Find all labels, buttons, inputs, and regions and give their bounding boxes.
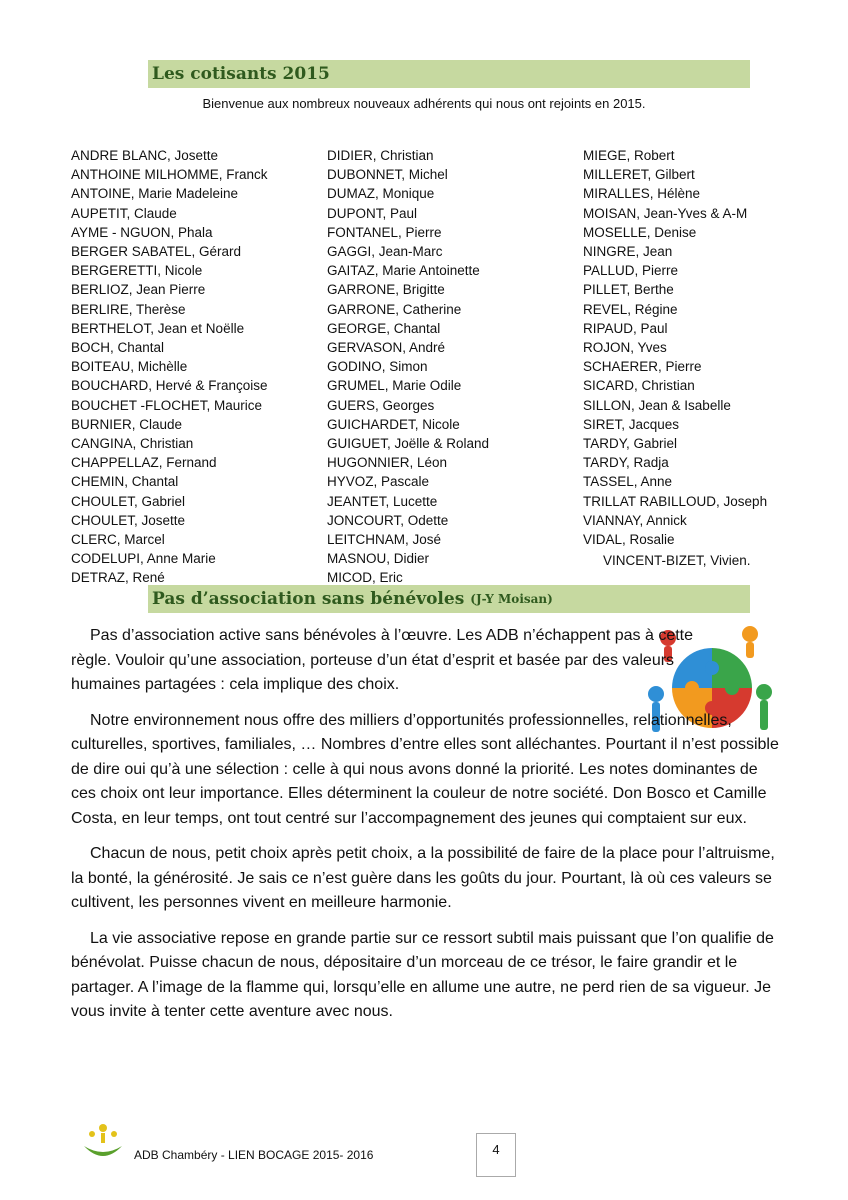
member-name: BURNIER, Claude <box>71 416 183 432</box>
member-name: DUPONT, Paul <box>327 205 418 221</box>
member-name: BOCH, Chantal <box>71 340 165 356</box>
member-name: BOUCHET -FLOCHET, Maurice <box>71 397 263 413</box>
member-name: AYME - NGUON, Phala <box>71 224 213 240</box>
member-name: DETRAZ, René <box>71 570 165 586</box>
member-name: MIRALLES, Hélène <box>583 186 701 202</box>
member-name: FONTANEL, Pierre <box>327 224 442 240</box>
member-name: DIDIER, Christian <box>327 148 434 163</box>
member-name: BERGERETTI, Nicole <box>71 263 203 279</box>
member-name: BOUCHARD, Hervé & Françoise <box>71 378 268 394</box>
member-name: NINGRE, Jean <box>583 244 673 260</box>
member-name: BERGER SABATEL, Gérard <box>71 244 242 260</box>
intro-text: Bienvenue aux nombreux nouveaux adhérents qui nous ont rejoints en 2015. <box>202 96 646 111</box>
member-name: MASNOU, Didier <box>327 551 430 567</box>
article-paragraph: Chacun de nous, petit choix après petit choix, a la possibilité de faire de la place pour l’altruisme, la bonté, la générosité. Je sais ce n’est guère dans les goûts du jour. Pourtant, là où ces valeurs se cultivent, les personnes vivent en meilleure harmonie. <box>71 845 775 911</box>
member-name: VIDAL, Rosalie <box>583 532 675 548</box>
member-name: REVEL, Régine <box>583 301 678 317</box>
member-name: PILLET, Berthe <box>583 282 674 298</box>
member-name: CHOULET, Gabriel <box>71 493 186 509</box>
members-column-3 <box>583 146 767 549</box>
member-name: GRUMEL, Marie Odile <box>327 378 462 394</box>
member-name: CHAPPELLAZ, Fernand <box>71 455 217 471</box>
member-name: BERLIOZ, Jean Pierre <box>71 282 206 298</box>
section-header-cotisants <box>148 60 750 88</box>
member-name: GAGGI, Jean-Marc <box>327 244 443 260</box>
member-name: CHEMIN, Chantal <box>71 474 179 490</box>
member-name: AUPETIT, Claude <box>71 205 177 221</box>
member-name: TARDY, Gabriel <box>583 436 678 452</box>
member-name: MILLERET, Gilbert <box>583 167 695 183</box>
members-column-1 <box>71 146 268 588</box>
member-name: RIPAUD, Paul <box>583 320 668 336</box>
member-name: SIRET, Jacques <box>583 416 680 432</box>
member-name: BERLIRE, Therèse <box>71 301 186 317</box>
member-name: GODINO, Simon <box>327 359 428 375</box>
member-name: GARRONE, Catherine <box>327 301 462 317</box>
section-header-benevoles <box>148 585 750 613</box>
article-paragraph: Notre environnement nous offre des milliers d’opportunités professionnelles, relationnelles, culturelles, sportives, familiales, … Nombres d’entre elles sont alléchantes. Pourtant il n’est possible de dire oui qu’à une sélection : celle à qui nous avons donné la priorité. Les notes dominantes de ces choix ont leur importance. Elles déterminent la couleur de notre société. Don Bosco et Camille Costa, en leur temps, ont tout centré sur l’accompagnement des jeunes qui comptaient sur eux. <box>71 711 779 827</box>
member-name: GEORGE, Chantal <box>327 320 441 336</box>
member-name: CHOULET, Josette <box>71 512 186 528</box>
member-name: BOITEAU, Michèlle <box>71 359 188 375</box>
section-title: Les cotisants 2015 <box>152 64 330 84</box>
member-name: PALLUD, Pierre <box>583 263 679 279</box>
member-name: MICOD, Eric <box>327 570 403 586</box>
adb-logo <box>80 1122 126 1162</box>
member-name: GUICHARDET, Nicole <box>327 416 460 432</box>
member-name: MIEGE, Robert <box>583 148 675 163</box>
member-name: CODELUPI, Anne Marie <box>71 551 216 567</box>
section-author: (J-Y Moisan) <box>470 592 553 606</box>
member-name: CANGINA, Christian <box>71 436 194 452</box>
member-name: GERVASON, André <box>327 340 446 356</box>
article-paragraph: Pas d’association active sans bénévoles à l’œuvre. Les ADB n’échappent pas à cette règle. Vouloir qu’une association, porteuse d’un état d’esprit et basée par des valeurs humaines partagées : cela implique des choix. <box>71 627 694 693</box>
member-name: ANDRE BLANC, Josette <box>71 148 219 163</box>
member-name: HYVOZ, Pascale <box>327 474 430 490</box>
member-name: SILLON, Jean & Isabelle <box>583 397 731 413</box>
member-name: JEANTET, Lucette <box>327 493 438 509</box>
page-number: 4 <box>476 1133 516 1177</box>
member-name: LEITCHNAM, José <box>327 532 442 548</box>
member-name: SICARD, Christian <box>583 378 695 394</box>
member-name: JONCOURT, Odette <box>327 512 449 528</box>
member-name: GUIGUET, Joëlle & Roland <box>327 436 490 452</box>
member-name: MOISAN, Jean-Yves & A-M <box>583 205 748 221</box>
member-name: GARRONE, Brigitte <box>327 282 445 298</box>
article-paragraph: La vie associative repose en grande partie sur ce ressort subtil mais puissant que l’on qualifie de bénévolat. Puisse chacun de nous, dépositaire d’un morceau de ce trésor, le faire grandir et le partager. A l’image de la flamme qui, lorsqu’elle en allume une autre, ne perd rien de sa vigueur. Je vous invite à tenter cette aventure avec nous. <box>71 929 774 1020</box>
article-body <box>71 624 783 1036</box>
member-name: ROJON, Yves <box>583 340 667 356</box>
member-name: TRILLAT RABILLOUD, Joseph <box>583 493 768 509</box>
member-name: VIANNAY, Annick <box>583 512 687 528</box>
member-name: HUGONNIER, Léon <box>327 455 448 471</box>
member-name: CLERC, Marcel <box>71 532 165 548</box>
member-name: MOSELLE, Denise <box>583 224 697 240</box>
footer-text: ADB Chambéry - LIEN BOCAGE 2015- 2016 <box>134 1148 374 1162</box>
member-name: BERTHELOT, Jean et Noëlle <box>71 320 245 336</box>
member-name: SCHAERER, Pierre <box>583 359 702 375</box>
member-name: DUMAZ, Monique <box>327 186 435 202</box>
member-name: VINCENT-BIZET, Vivien. <box>603 553 751 568</box>
member-name: TARDY, Radja <box>583 455 669 471</box>
member-name: GAITAZ, Marie Antoinette <box>327 263 480 279</box>
member-name: GUERS, Georges <box>327 397 435 413</box>
section-title: Pas d’association sans bénévoles <box>152 589 465 609</box>
member-name: ANTHOINE MILHOMME, Franck <box>71 167 268 183</box>
members-column-2 <box>327 146 489 588</box>
member-name: DUBONNET, Michel <box>327 167 448 183</box>
member-name: ANTOINE, Marie Madeleine <box>71 186 239 202</box>
member-name: TASSEL, Anne <box>583 474 673 490</box>
